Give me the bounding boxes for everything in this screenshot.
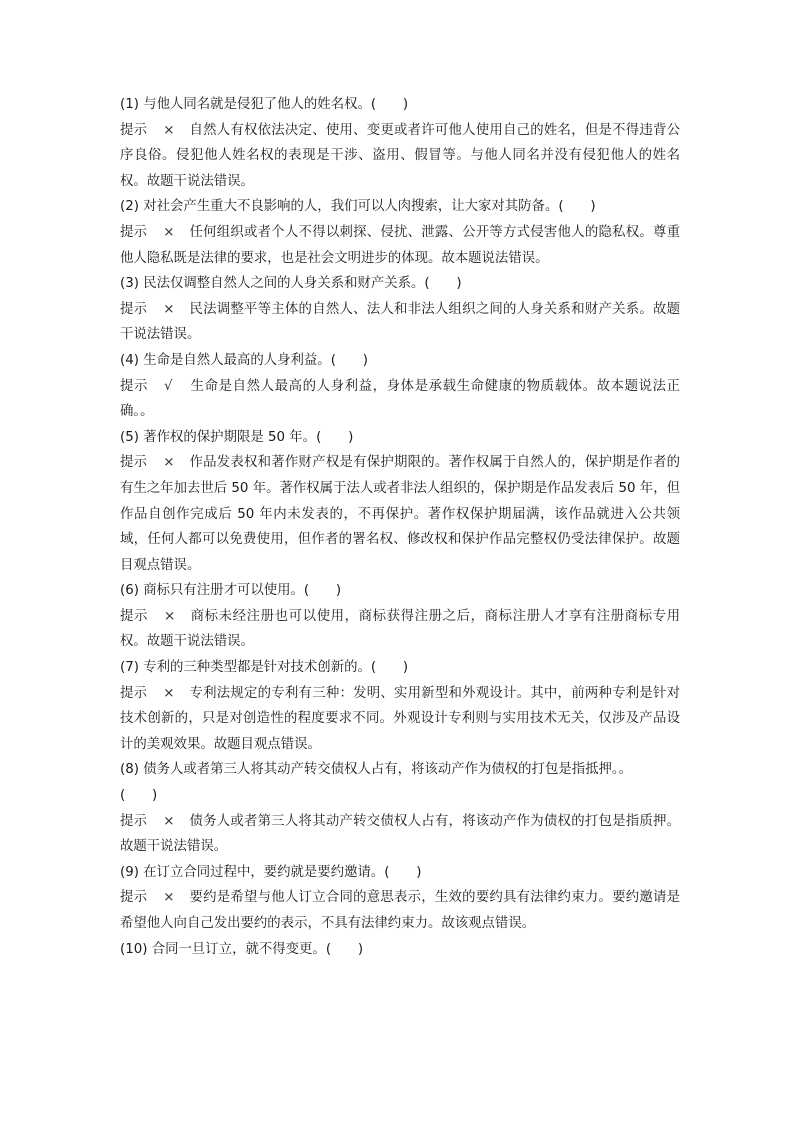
question-text: (6) 商标只有注册才可以使用。( ) bbox=[120, 583, 342, 599]
hint-paragraph bbox=[120, 374, 680, 425]
question-item-9 bbox=[120, 860, 680, 937]
hint-paragraph bbox=[120, 885, 680, 936]
answer-mark: × bbox=[163, 122, 175, 138]
answer-mark: × bbox=[164, 608, 176, 624]
question-item-6 bbox=[120, 578, 680, 655]
question-text: (9) 在订立合同过程中，要约就是要约邀请。( ) bbox=[120, 864, 422, 880]
question-item-5 bbox=[120, 425, 680, 579]
explanation-text: 专利法规定的专利有三种：发明、实用新型和外观设计。其中，前两种专利是针对技术创新的，只是对创造性的程度要求不同。外观设计专利则与实用技术无关，仅涉及产品设计的美观效果。故题目观点错误。 bbox=[120, 685, 680, 752]
question-text: (7) 专利的三种类型都是针对技术创新的。( ) bbox=[120, 660, 409, 676]
question-list bbox=[120, 92, 680, 962]
question-text: (5) 著作权的保护期限是 50 年。( ) bbox=[120, 429, 354, 445]
answer-blank: ( ) bbox=[120, 788, 158, 804]
question-text: (2) 对社会产生重大不良影响的人，我们可以人肉搜索，让大家对其防备。( ) bbox=[120, 199, 596, 215]
hint-label: 提示 bbox=[120, 608, 148, 624]
question-item-1 bbox=[120, 92, 680, 194]
hint-paragraph bbox=[120, 604, 680, 655]
hint-paragraph bbox=[120, 220, 680, 271]
hint-paragraph bbox=[120, 681, 680, 758]
question-item-8 bbox=[120, 757, 680, 859]
question-text: (1) 与他人同名就是侵犯了他人的姓名权。( ) bbox=[120, 97, 409, 112]
answer-mark: × bbox=[163, 224, 175, 240]
question-text: (3) 民法仅调整自然人之间的人身关系和财产关系。( ) bbox=[120, 276, 462, 292]
answer-mark: √ bbox=[164, 378, 173, 394]
hint-paragraph bbox=[120, 297, 680, 348]
question-text: (10) 合同一旦订立，就不得变更。( ) bbox=[120, 941, 364, 957]
hint-label: 提示 bbox=[120, 813, 148, 829]
answer-mark: × bbox=[163, 301, 175, 317]
question-item-4 bbox=[120, 348, 680, 425]
hint-label: 提示 bbox=[120, 301, 148, 317]
hint-label: 提示 bbox=[120, 455, 148, 471]
hint-paragraph bbox=[120, 450, 680, 578]
question-item-10 bbox=[120, 937, 680, 963]
explanation-text: 生命是自然人最高的人身利益，身体是承载生命健康的物质载体。故本题说法正确。。 bbox=[120, 378, 680, 420]
hint-label: 提示 bbox=[120, 122, 148, 138]
explanation-text: 任何组织或者个人不得以刺探、侵扰、泄露、公开等方式侵害他人的隐私权。尊重他人隐私既是法律的要求，也是社会文明进步的体现。故本题说法错误。 bbox=[120, 224, 680, 266]
explanation-text: 债务人或者第三人将其动产转交债权人占有，将该动产作为债权的打包是指质押。故题干说法错误。 bbox=[120, 813, 680, 855]
hint-label: 提示 bbox=[120, 224, 148, 240]
explanation-text: 民法调整平等主体的自然人、法人和非法人组织之间的人身关系和财产关系。故题干说法错误。 bbox=[120, 301, 680, 343]
hint-label: 提示 bbox=[120, 890, 148, 906]
hint-paragraph bbox=[120, 118, 680, 195]
answer-mark: × bbox=[163, 685, 175, 701]
hint-label: 提示 bbox=[120, 685, 148, 701]
question-text: (4) 生命是自然人最高的人身利益。( ) bbox=[120, 352, 368, 368]
answer-mark: × bbox=[163, 813, 175, 829]
question-item-3 bbox=[120, 271, 680, 348]
explanation-text: 作品发表权和著作财产权是有保护期限的。著作权属于自然人的，保护期是作者的有生之年加去世后 50 年。著作权属于法人或者非法人组织的，保护期是作品发表后 50 年，但作品自创作完成后 50 年内未发表的，不再保护。著作权保护期届满，该作品就进入公共领域，任何人都可以免费使用，但作者的署名权、修改权和保护作品完整权仍受法律保护。故题目观点错误。 bbox=[120, 455, 680, 573]
answer-mark: × bbox=[163, 455, 175, 471]
question-item-2 bbox=[120, 194, 680, 271]
answer-mark: × bbox=[163, 890, 175, 906]
question-text: (8) 债务人或者第三人将其动产转交债权人占有，将该动产作为债权的打包是指抵押。。 bbox=[120, 762, 632, 778]
explanation-text: 商标未经注册也可以使用，商标获得注册之后，商标注册人才享有注册商标专用权。故题干说法错误。 bbox=[120, 608, 680, 650]
hint-label: 提示 bbox=[120, 378, 148, 394]
hint-paragraph bbox=[120, 809, 680, 860]
explanation-text: 自然人有权依法决定、使用、变更或者许可他人使用自己的姓名，但是不得违背公序良俗。侵犯他人姓名权的表现是干涉、盗用、假冒等。与他人同名并没有侵犯他人的姓名权。故题干说法错误。 bbox=[120, 122, 680, 189]
explanation-text: 要约是希望与他人订立合同的意思表示，生效的要约具有法律约束力。要约邀请是希望他人向自己发出要约的表示，不具有法律约束力。故该观点错误。 bbox=[120, 890, 680, 931]
question-item-7 bbox=[120, 655, 680, 757]
